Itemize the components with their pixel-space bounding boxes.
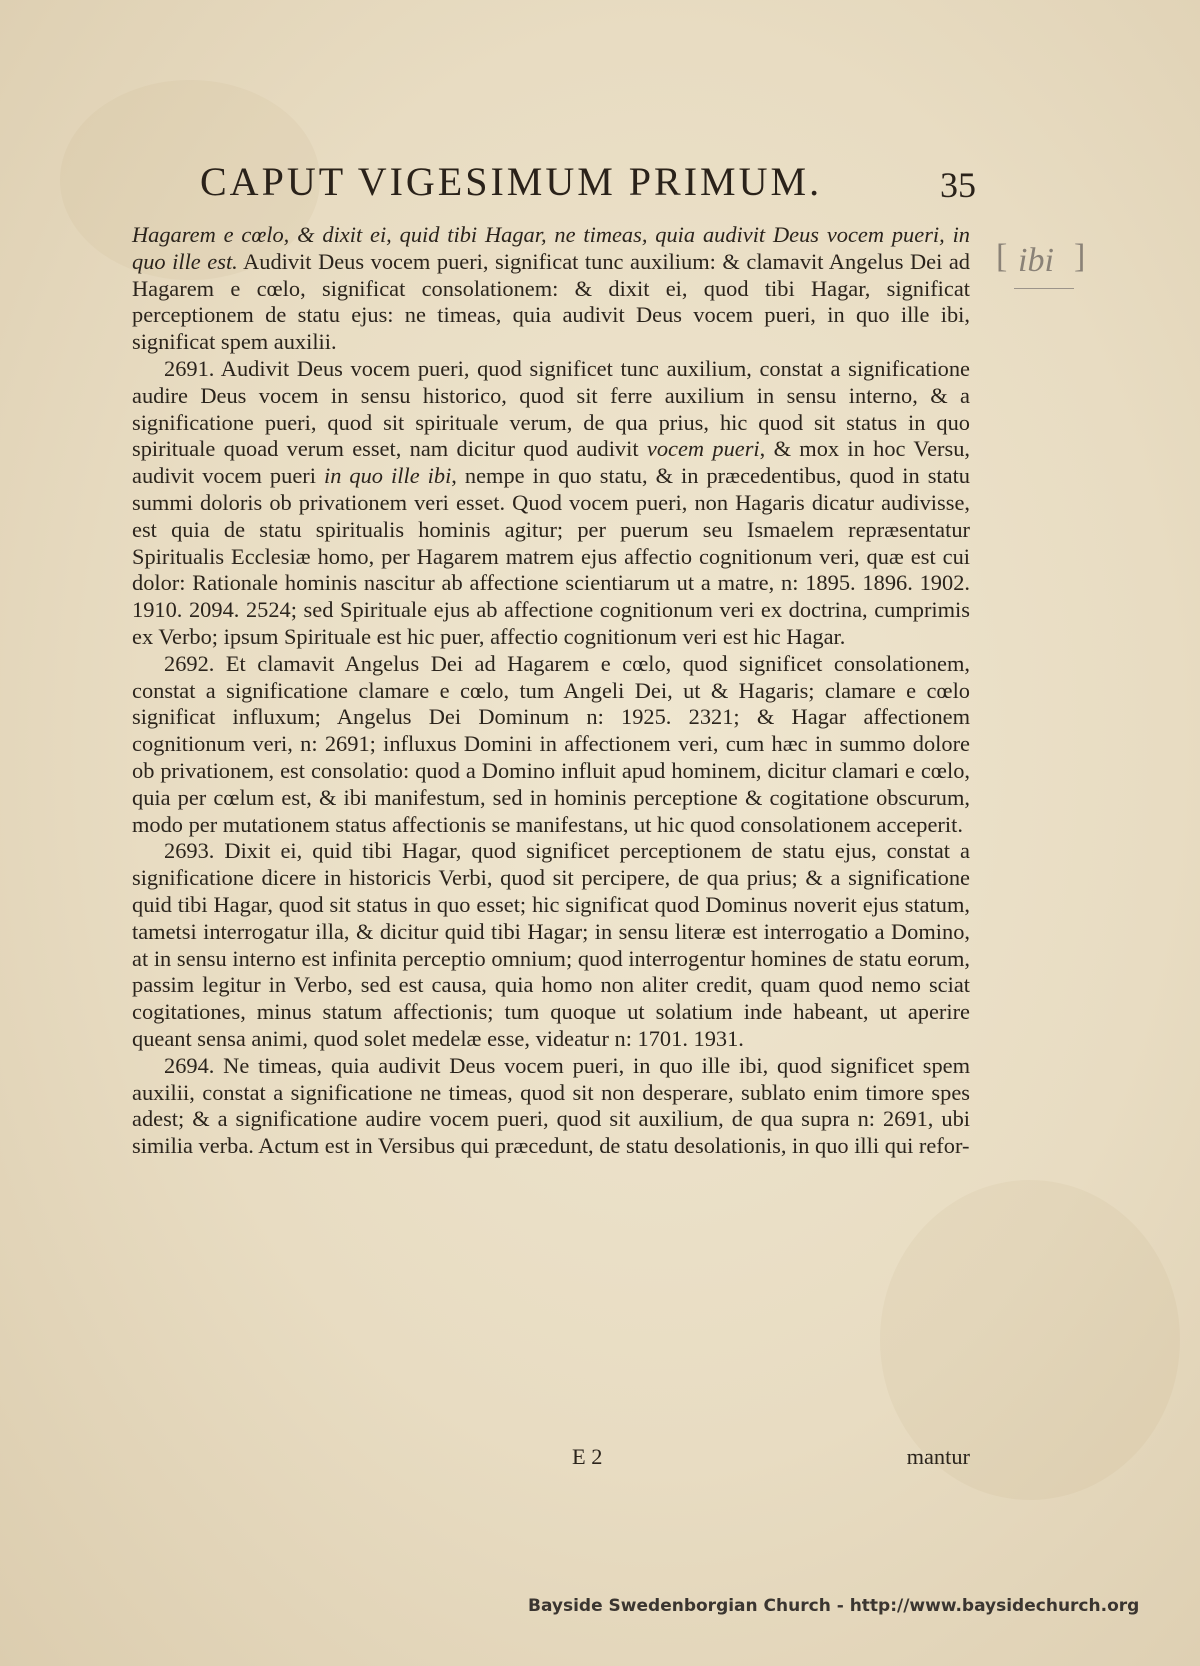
running-header xyxy=(200,158,980,205)
paragraph-2694: 2694. Ne timeas, quia audivit Deus vocem pueri, in quo ille ibi, quod significet spem auxilii, constat a significatione ne timeas, quod sit non desperare, sublato enim timore spes adest; & a significatione audire vocem pueri, quod sit auxilium, de qua supra n: 2691, ubi similia verba. Actum est in Versibus qui præcedunt, de statu desolationis, in quo illi qui refor- xyxy=(132,1052,970,1159)
signature-mark: E 2 xyxy=(572,1444,603,1469)
left-bracket: [ xyxy=(996,238,1008,275)
paragraph-2691 xyxy=(132,356,970,651)
paragraph-2691-text-c: , nempe in quo statu, & in præcedentibus, quod in statu summi doloris ob privationem veri esset. Quod vocem pueri, non Hagaris dicatur audivisse, est quia de statu spiritualis hominis agitur; per puerum seu Ismaelem repræsentatur Spiritualis Ecclesiæ homo, per Hagarem matrem ejus affectio cognitionum veri, quæ est cui dolor: Rationale hominis nascitur ab affectione scientiarum ut a matre, n: 1895. 1896. 1902. 1910. 2094. 2524; sed Spirituale ejus ab affectione cognitionum veri ex doctrina, cumprimis ex Verbo; ipsum Spirituale est hic puer, affectio cognitionum veri est hic Hagar. xyxy=(132,463,970,649)
main-text xyxy=(132,222,970,1160)
page-number: 35 xyxy=(940,165,976,205)
right-bracket: ] xyxy=(1074,238,1086,275)
footer-credit: Bayside Swedenborgian Church - http://www.baysidechurch.org xyxy=(528,1596,1140,1616)
paragraph-2691-text-b: , & mox in hoc Versu, audivit vocem pueri xyxy=(132,436,970,489)
intro-text: Audivit Deus vocem pueri, significat tunc auxilium: & clamavit Angelus Dei ad Hagarem e cœlo, significat consolationem: & dixit ei, quod tibi Hagar, significat perceptionem de statu ejus: ne timeas, quia audivit Deus vocem pueri, in quo ille ibi, significat spem auxilii. xyxy=(132,248,970,355)
margin-note-word: ibi xyxy=(1018,242,1054,279)
paragraph-2691-italic-2: in quo ille ibi xyxy=(323,463,452,489)
paragraph-2691-text-a: 2691. Audivit Deus vocem pueri, quod significet tunc auxilium, constat a significatione audire Deus vocem in sensu historico, quod sit ferre auxilium in sensu interno, & a significatione pueri, quod sit spirituale verum, de qua prius, hic quod sit status in quo spirituale quoad verum esset, nam dicitur quod audivit xyxy=(132,355,970,462)
paragraph-2693: 2693. Dixit ei, quid tibi Hagar, quod significet perceptionem de statu ejus, constat a significatione dicere in historicis Verbi, quod sit percipere, de qua prius; & a significatione quid tibi Hagar, quod sit status in quo esset; hic significat quod Dominus noverit ejus statum, tametsi interrogatur illa, & dicitur quid tibi Hagar; in sensu literæ est interrogatio a Domino, at in sensu interno est infinita perceptio omnium; quod interrogentur homines de statu eorum, passim legitur in Verbo, sed est causa, quia homo non aliter credit, quam quod nemo sciat cogitationes, minus statum affectionis; tum quoque ut solatium inde habeant, ut aperire queant sensa animi, quod solet medelæ esse, videatur n: 1701. 1931. xyxy=(132,838,970,1051)
paragraph-2691-italic-1: vocem pueri xyxy=(646,436,760,462)
intro-italic: Hagarem e cœlo, & dixit ei, quid tibi Hagar, ne timeas, quia audivit Deus vocem pueri, in quo ille est. xyxy=(132,222,970,274)
catchword: mantur xyxy=(906,1444,970,1469)
signature-line xyxy=(132,1444,970,1474)
margin-underline xyxy=(1014,288,1074,289)
handwritten-margin-note xyxy=(996,236,1092,294)
chapter-title: CAPUT VIGESIMUM PRIMUM. xyxy=(200,159,823,204)
intro-paragraph xyxy=(132,222,970,356)
paragraph-2692: 2692. Et clamavit Angelus Dei ad Hagarem e cœlo, quod significet consolationem, constat a significatione clamare e cœlo, tum Angeli Dei, ut & Hagaris; clamare e cœlo significat influxum; Angelus Dei Dominum n: 1925. 2321; & Hagar affectionem cognitionum veri, n: 2691; influxus Domini in affectionem veri, cum hæc in summo dolore ob privationem, est consolatio: quod a Domino influit apud hominem, dicitur clamari e cœlo, quia per cœlum est, & ibi manifestum, sed in hominis perceptione & cogitatione obscurum, modo per mutationem status affectionis se manifestans, ut hic quod consolationem acceperit. xyxy=(132,650,970,837)
